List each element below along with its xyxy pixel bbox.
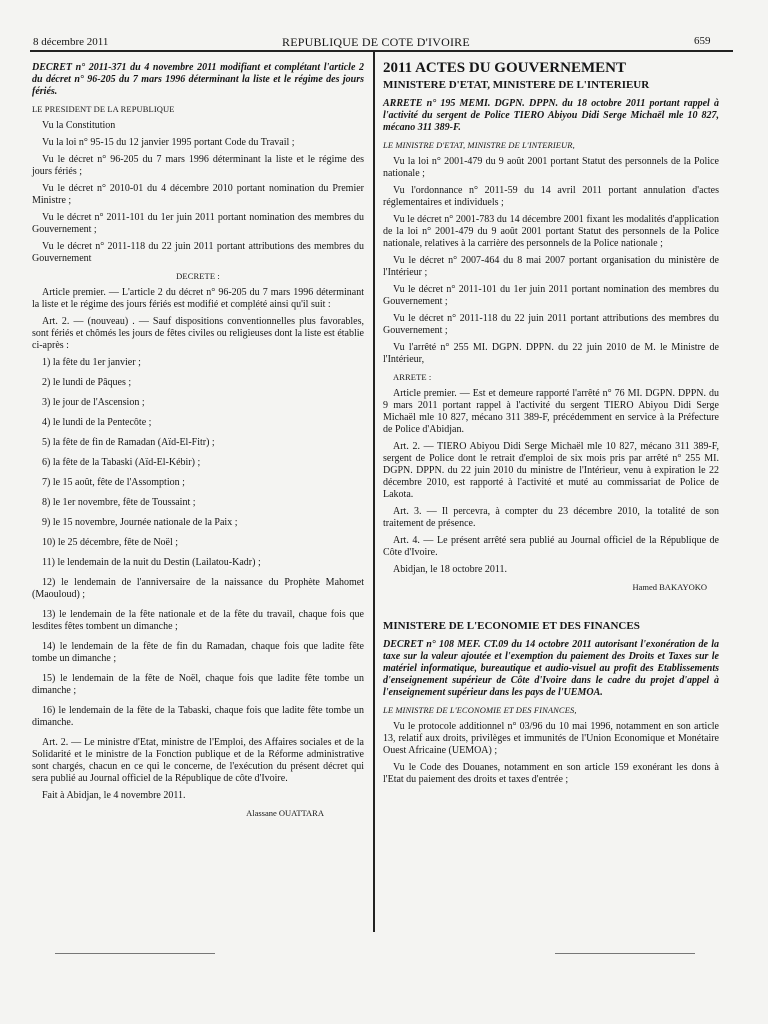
header-rule xyxy=(30,50,733,52)
holiday-item: 2) le lundi de Pâques ; xyxy=(42,377,132,388)
holiday-item: 13) le lendemain de la fête nationale et de la fête du travail, chaque fois que lesdites fêtes tombent un dimanche ; xyxy=(32,609,364,632)
column-divider xyxy=(373,52,375,932)
visa-item: Vu le décret n° 2011-118 du 22 juin 2011 portant attributions des membres du Gouvernement xyxy=(32,241,364,264)
visa-item: Vu le protocole additionnel n° 03/96 du 10 mai 1996, notamment en son article 13, relatif aux droits, privilèges et immunités de l'Union Economique et Monétaire Ouest Africaine (UEMOA) ; xyxy=(383,721,719,756)
signature: Hamed BAKAYOKO xyxy=(632,582,707,592)
fait-line: Abidjan, le 18 octobre 2011. xyxy=(393,564,508,575)
holiday-item: 15) le lendemain de la fête de Noël, chaque fois que ladite fête tombe un dimanche ; xyxy=(32,673,364,696)
fait-line: Fait à Abidjan, le 4 novembre 2011. xyxy=(42,790,186,801)
spacer xyxy=(383,598,719,620)
decrete-heading: DECRETE : xyxy=(176,271,220,281)
article-1: Article premier. — L'article 2 du décret n° 96-205 du 7 mars 1996 déterminant la liste et le régime des jours fériés est modifié et complété ainsi qu'il suit : xyxy=(32,287,364,310)
holiday-item: 1) la fête du 1er janvier ; xyxy=(42,357,141,368)
holiday-item: 6) la fête de la Tabaski (Aïd-El-Kébir) ; xyxy=(42,457,201,468)
visa-item: Vu le décret n° 2011-101 du 1er juin 2011 portant nomination des membres du Gouvernement ; xyxy=(383,284,719,307)
holiday-item: 9) le 15 novembre, Journée nationale de la Paix ; xyxy=(42,517,238,528)
minister-heading: LE MINISTRE DE L'ECONOMIE ET DES FINANCES, xyxy=(383,705,577,715)
section-heading: 2011 ACTES DU GOUVERNEMENT xyxy=(383,60,626,76)
holiday-item: 16) le lendemain de la fête de la Tabaski, chaque fois que ladite fête tombe un dimanche. xyxy=(32,705,364,728)
left-column xyxy=(32,62,364,824)
visa-item: Vu le décret n° 2011-101 du 1er juin 2011 portant nomination des membres du Gouvernement ; xyxy=(32,212,364,235)
header-title: REPUBLIQUE DE COTE D'IVOIRE xyxy=(282,35,470,49)
article-2: Art. 2. — TIERO Abiyou Didi Serge Michaël mle 10 827, mécano 311 389-F, sergent de Police dont le retrait d'emploi de six mois pris par arrêté n° 255 MI. DGPN. DPPN. du 22 juin 2010 du ministre de l'Intérieur, venu à expiration le 22 décembre 2010, est rapporté à l'activité et muté au commissariat de Police de Lakota. xyxy=(383,441,719,500)
holiday-item: 10) le 25 décembre, fête de Noël ; xyxy=(42,537,179,548)
holiday-item: 8) le 1er novembre, fête de Toussaint ; xyxy=(42,497,196,508)
holiday-item: 5) la fête de fin de Ramadan (Aïd-El-Fitr) ; xyxy=(42,437,215,448)
holiday-item: 7) le 15 août, fête de l'Assomption ; xyxy=(42,477,185,488)
visa-item: Vu l'arrêté n° 255 MI. DGPN. DPPN. du 22 juin 2010 de M. le Ministre de l'Intérieur, xyxy=(383,342,719,365)
visa-item: Vu la Constitution xyxy=(42,120,116,131)
decret-title: DECRET n° 108 MEF. CT.09 du 14 octobre 2011 autorisant l'exonération de la taxe sur la valeur ajoutée et l'exemption du paiement des Droits et Taxes sur le matériel informatique, bureautique et audio-visuel au profit des Etablissements d'enseignement supérieur de Côte d'Ivoire dans le cadre du projet d'appel à l'enseignement supérieur dans les pays de l'UEMOA. xyxy=(383,639,719,698)
bottom-rule-left xyxy=(55,953,215,954)
president-heading: LE PRESIDENT DE LA REPUBLIQUE xyxy=(32,104,175,114)
visa-item: Vu le décret n° 2001-783 du 14 décembre 2001 fixant les modalités d'application de la loi n° 2001-479 du 9 août 2001 portant Statut des personnels de la Police nationale, relatives à la carrière des personnels de la Police nationale ; xyxy=(383,214,719,249)
article-1: Article premier. — Est et demeure rapporté l'arrêté n° 76 MI. DGPN. DPPN. du 9 mars 2011 portant rappel à l'activité du sergent TIERO Abiyou Didi Serge Michaël mle 10 827, mécano 311 389-F, précédemment en service à la Préfecture de Police d'Abidjan. xyxy=(383,388,719,435)
visa-item: Vu le décret n° 2007-464 du 8 mai 2007 portant organisation du ministère de l'Intérieur ; xyxy=(383,255,719,278)
visa-item: Vu le décret n° 2010-01 du 4 décembre 2010 portant nomination du Premier Ministre ; xyxy=(32,183,364,206)
holiday-item: 12) le lendemain de l'anniversaire de la naissance du Prophète Mahomet (Maouloud) ; xyxy=(32,577,364,600)
holiday-item: 14) le lendemain de la fête de fin du Ramadan, chaque fois que ladite fête tombe un dimanche ; xyxy=(32,641,364,664)
arrete-heading: ARRETE : xyxy=(393,372,432,382)
visa-item: Vu la loi n° 2001-479 du 9 août 2001 portant Statut des personnels de la Police nationale ; xyxy=(383,156,719,179)
visa-item: Vu la loi n° 95-15 du 12 janvier 1995 portant Code du Travail ; xyxy=(42,137,295,148)
visa-item: Vu le décret n° 2011-118 du 22 juin 2011 portant attributions des membres du Gouvernement ; xyxy=(383,313,719,336)
holiday-item: 4) le lundi de la Pentecôte ; xyxy=(42,417,152,428)
right-column xyxy=(383,62,719,791)
article-4: Art. 4. — Le présent arrêté sera publié au Journal officiel de la République de Côte d'Ivoire. xyxy=(383,535,719,558)
article-3: Art. 3. — Il percevra, à compter du 23 décembre 2010, la totalité de son traitement de présence. xyxy=(383,506,719,529)
visa-item: Vu l'ordonnance n° 2011-59 du 14 avril 2011 portant annulation d'actes réglementaires et individuels ; xyxy=(383,185,719,208)
signature: Alassane OUATTARA xyxy=(246,808,324,818)
bottom-rule-right xyxy=(555,953,695,954)
visa-item: Vu le Code des Douanes, notamment en son article 159 exonérant les dons à l'Etat du paiement des droits et taxes d'entrée ; xyxy=(383,762,719,785)
ministry-heading-economy: MINISTERE DE L'ECONOMIE ET DES FINANCES xyxy=(383,620,640,632)
ministry-heading: MINISTERE D'ETAT, MINISTERE DE L'INTERIEUR xyxy=(383,79,650,91)
minister-heading: LE MINISTRE D'ETAT, MINISTRE DE L'INTERIEUR, xyxy=(383,140,575,150)
page-number: 659 xyxy=(694,35,711,47)
arrete-title: ARRETE n° 195 MEMI. DGPN. DPPN. du 18 octobre 2011 portant rappel à l'activité du sergent de Police TIERO Abiyou Didi Serge Michaël mle 10 827, mécano 311 389-F. xyxy=(383,98,719,133)
holiday-item: 11) le lendemain de la nuit du Destin (Lailatou-Kadr) ; xyxy=(42,557,261,568)
visa-item: Vu le décret n° 96-205 du 7 mars 1996 déterminant la liste et le régime des jours fériés ; xyxy=(32,154,364,177)
header-date: 8 décembre 2011 xyxy=(33,36,109,48)
holiday-item: 3) le jour de l'Ascension ; xyxy=(42,397,145,408)
article-2-execution: Art. 2. — Le ministre d'Etat, ministre de l'Emploi, des Affaires sociales et de la Solidarité et le ministre de la Fonction publique et de la Réforme administrative sont chargés, chacun en ce qui le concerne, de l'exécution du présent décret qui sera publié au Journal officiel de la République de côte d'Ivoire. xyxy=(32,737,364,784)
decret-title: DECRET n° 2011-371 du 4 novembre 2011 modifiant et complétant l'article 2 du décret n° 96-205 du 7 mars 1996 déterminant la liste et le régime des jours fériés. xyxy=(32,62,364,97)
article-2: Art. 2. — (nouveau) . — Sauf dispositions conventionnelles plus favorables, sont fériés et chômés les jours de fêtes civiles ou religieuses dont la liste est établie ci-après : xyxy=(32,316,364,351)
